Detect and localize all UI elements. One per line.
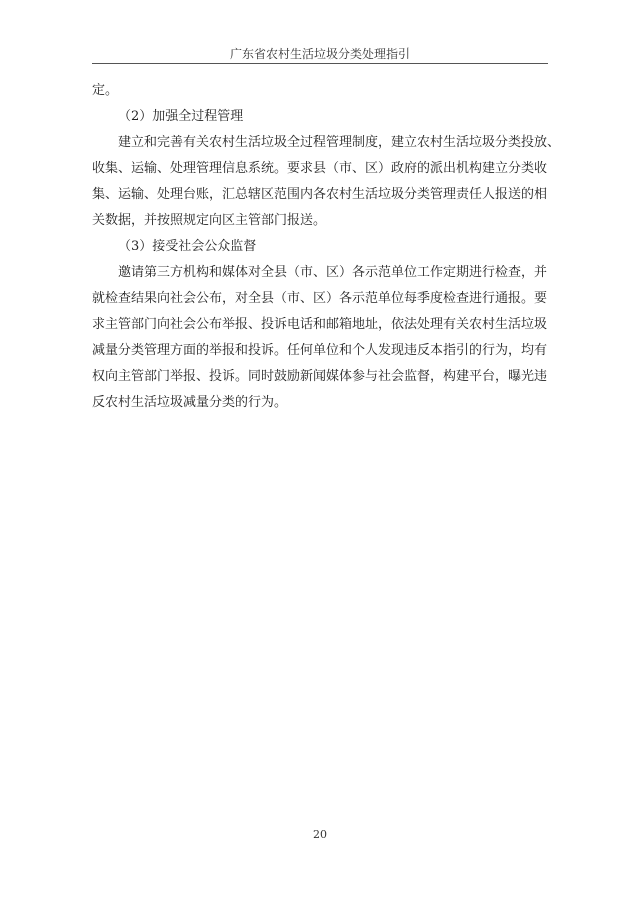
text-line: 求主管部门向社会公布举报、投诉电话和邮箱地址，依法处理有关农村生活垃圾 [92, 317, 548, 332]
text-line: 集、运输、处理台账，汇总辖区范围内各农村生活垃圾分类管理责任人报送的相 [92, 187, 548, 202]
text-line: 权向主管部门举报、投诉。同时鼓励新闻媒体参与社会监督，构建平台，曝光违 [92, 369, 548, 384]
body-text [92, 78, 561, 416]
header-divider [92, 63, 548, 64]
section-heading: （2）加强全过程管理 [118, 109, 244, 124]
text-line: 收集、运输、处理管理信息系统。要求县（市、区）政府的派出机构建立分类收 [92, 161, 548, 176]
text-line: 减量分类管理方面的举报和投诉。任何单位和个人发现违反本指引的行为，均有 [92, 343, 548, 358]
section-heading: （3）接受社会公众监督 [118, 239, 257, 254]
text-line: 定。 [92, 83, 119, 98]
text-line: 建立和完善有关农村生活垃圾全过程管理制度，建立农村生活垃圾分类投放、 [118, 135, 561, 150]
page-header: 广东省农村生活垃圾分类处理指引 [229, 47, 410, 61]
page-number: 20 [313, 828, 327, 841]
text-line: 反农村生活垃圾减量分类的行为。 [92, 395, 288, 410]
text-line: 就检查结果向社会公布，对全县（市、区）各示范单位每季度检查进行通报。要 [92, 291, 548, 306]
text-line: 关数据，并按照规定向区主管部门报送。 [92, 213, 327, 228]
text-line: 邀请第三方机构和媒体对全县（市、区）各示范单位工作定期进行检查，并 [118, 265, 548, 280]
